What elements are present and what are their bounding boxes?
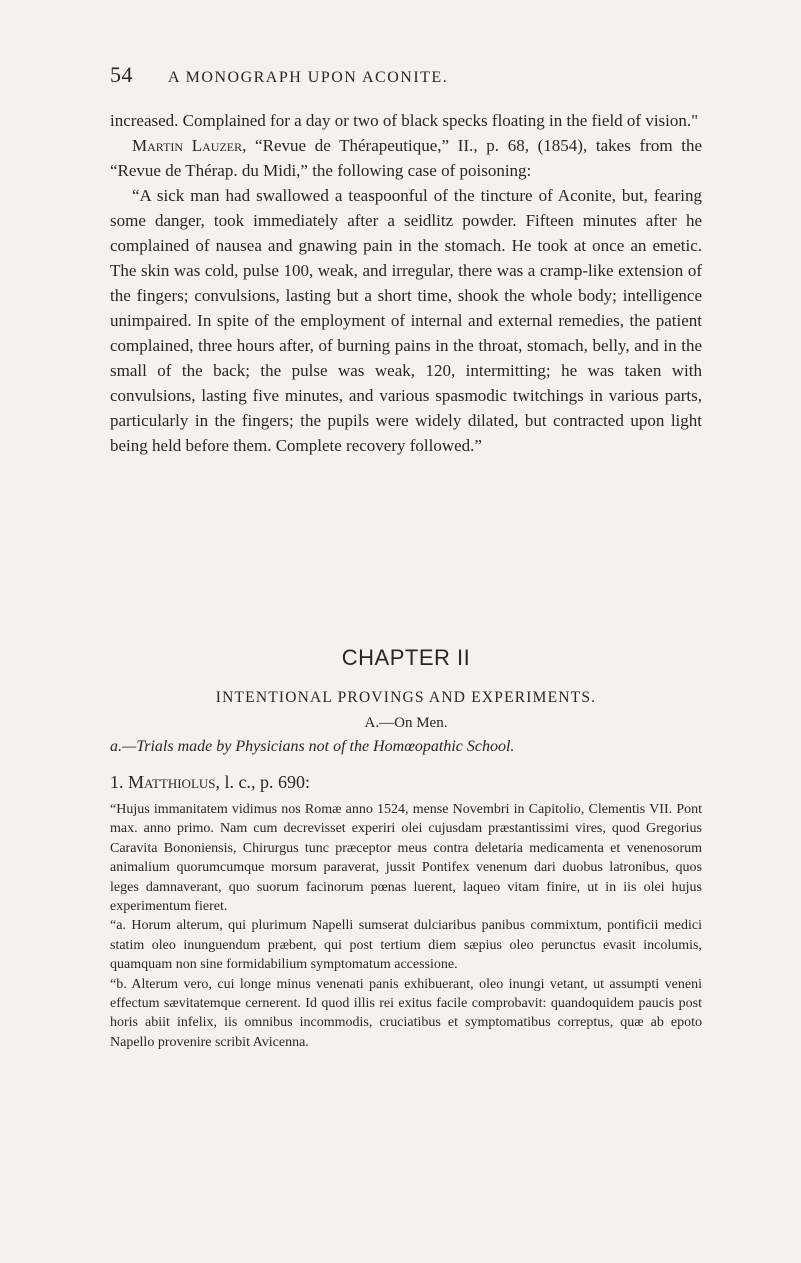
continuation-paragraph: increased. Complained for a day or two of black specks floating in the field of vision." — [110, 111, 699, 130]
section-heading: A.—On Men. — [364, 715, 448, 731]
subsection-heading: a.—Trials made by Physicians not of the Homœopathic School. — [110, 738, 515, 755]
latin-paragraph-2: “a. Horum alterum, qui plurimum Napelli sumserat dulciaribus panibus commixtum, pontificii medici statim oleo inunguendum præbent, qui post tertium diem sæpius oleo perunctus evasit incolumis, quamquam non sine formidabilium symptomatum accessione. — [110, 918, 702, 973]
entry-number: 1. — [110, 772, 124, 792]
body-text — [110, 108, 702, 458]
case-quote: “A sick man had swallowed a teaspoonful of the tincture of Aconite, but, fearing some danger, took immediately after a seidlitz powder. Fifteen minutes after he complained of nausea and gnawing pain in the stomach. He took at once an emetic. The skin was cold, pulse 100, weak, and irregular, there was a cramp-like extension of the fingers; convulsions, lasting but a short time, shook the whole body; intelligence unimpaired. In spite of the employment of internal and external remedies, the patient complained, three hours after, of burning pains in the throat, stomach, belly, and in the small of the back; the pulse was weak, 120, intermitting; he was taken with convulsions, lasting five minutes, and various spasmodic twitchings in various parts, particularly in the fingers; the pupils were widely dilated, but contracted upon light being held before them. Complete recovery followed.” — [110, 186, 702, 455]
page-number: 54 — [110, 62, 133, 87]
chapter-subtitle: INTENTIONAL PROVINGS AND EXPERIMENTS. — [215, 689, 597, 706]
latin-quotation — [110, 800, 702, 1052]
citation-paragraph — [110, 133, 702, 183]
entry-ref: , l. c., p. 690: — [215, 772, 310, 792]
citation-author: Martin Lauzer — [132, 136, 243, 155]
latin-paragraph-1: “Hujus immanitatem vidimus nos Romæ anno 1524, mense Novembri in Capitolio, Clementis VII. Pont max. anno primo. Nam cum decrevisset experiri olei cujusdam præstantissimi vires, quod Gregorius Caravita Bononiensis, Chirurgus tunc præceptor meus contra deletaria medicamenta et venenosorum animalium quorumcumque morsum paraverat, jussit Pontifex venenum dari duobus latronibus, quos leges damnaverant, quo suorum facinorum pœnas luerent, laqueo vitam finire, ut in iis olei hujus experimentum fieret. — [110, 802, 702, 915]
running-title: A MONOGRAPH UPON ACONITE. — [168, 69, 449, 86]
entry-author: Matthiolus — [128, 772, 216, 792]
running-head — [110, 62, 710, 88]
citation-rest: , “Revue de Thérapeutique,” II., p. 68, (1854), takes from the “Revue de Thérap. du Midi,” the following case of poisoning: — [110, 136, 702, 180]
latin-paragraph-3: “b. Alterum vero, cui longe minus venenati panis exhibuerant, oleo inungi vetant, ut assumpti veneni effectum sævitatemque cernerent. Id quod illis rei exitus facile comprobavit: quandoquidem paucis post horis abiit infelix, iis omnibus incommodis, cruciatibus et symptomatibus correptus, quæ ab epoto Napello provenire scribit Avicenna. — [110, 976, 702, 1050]
entry-heading — [110, 772, 702, 793]
chapter-title: CHAPTER II — [341, 645, 471, 670]
chapter-heading — [110, 645, 702, 756]
